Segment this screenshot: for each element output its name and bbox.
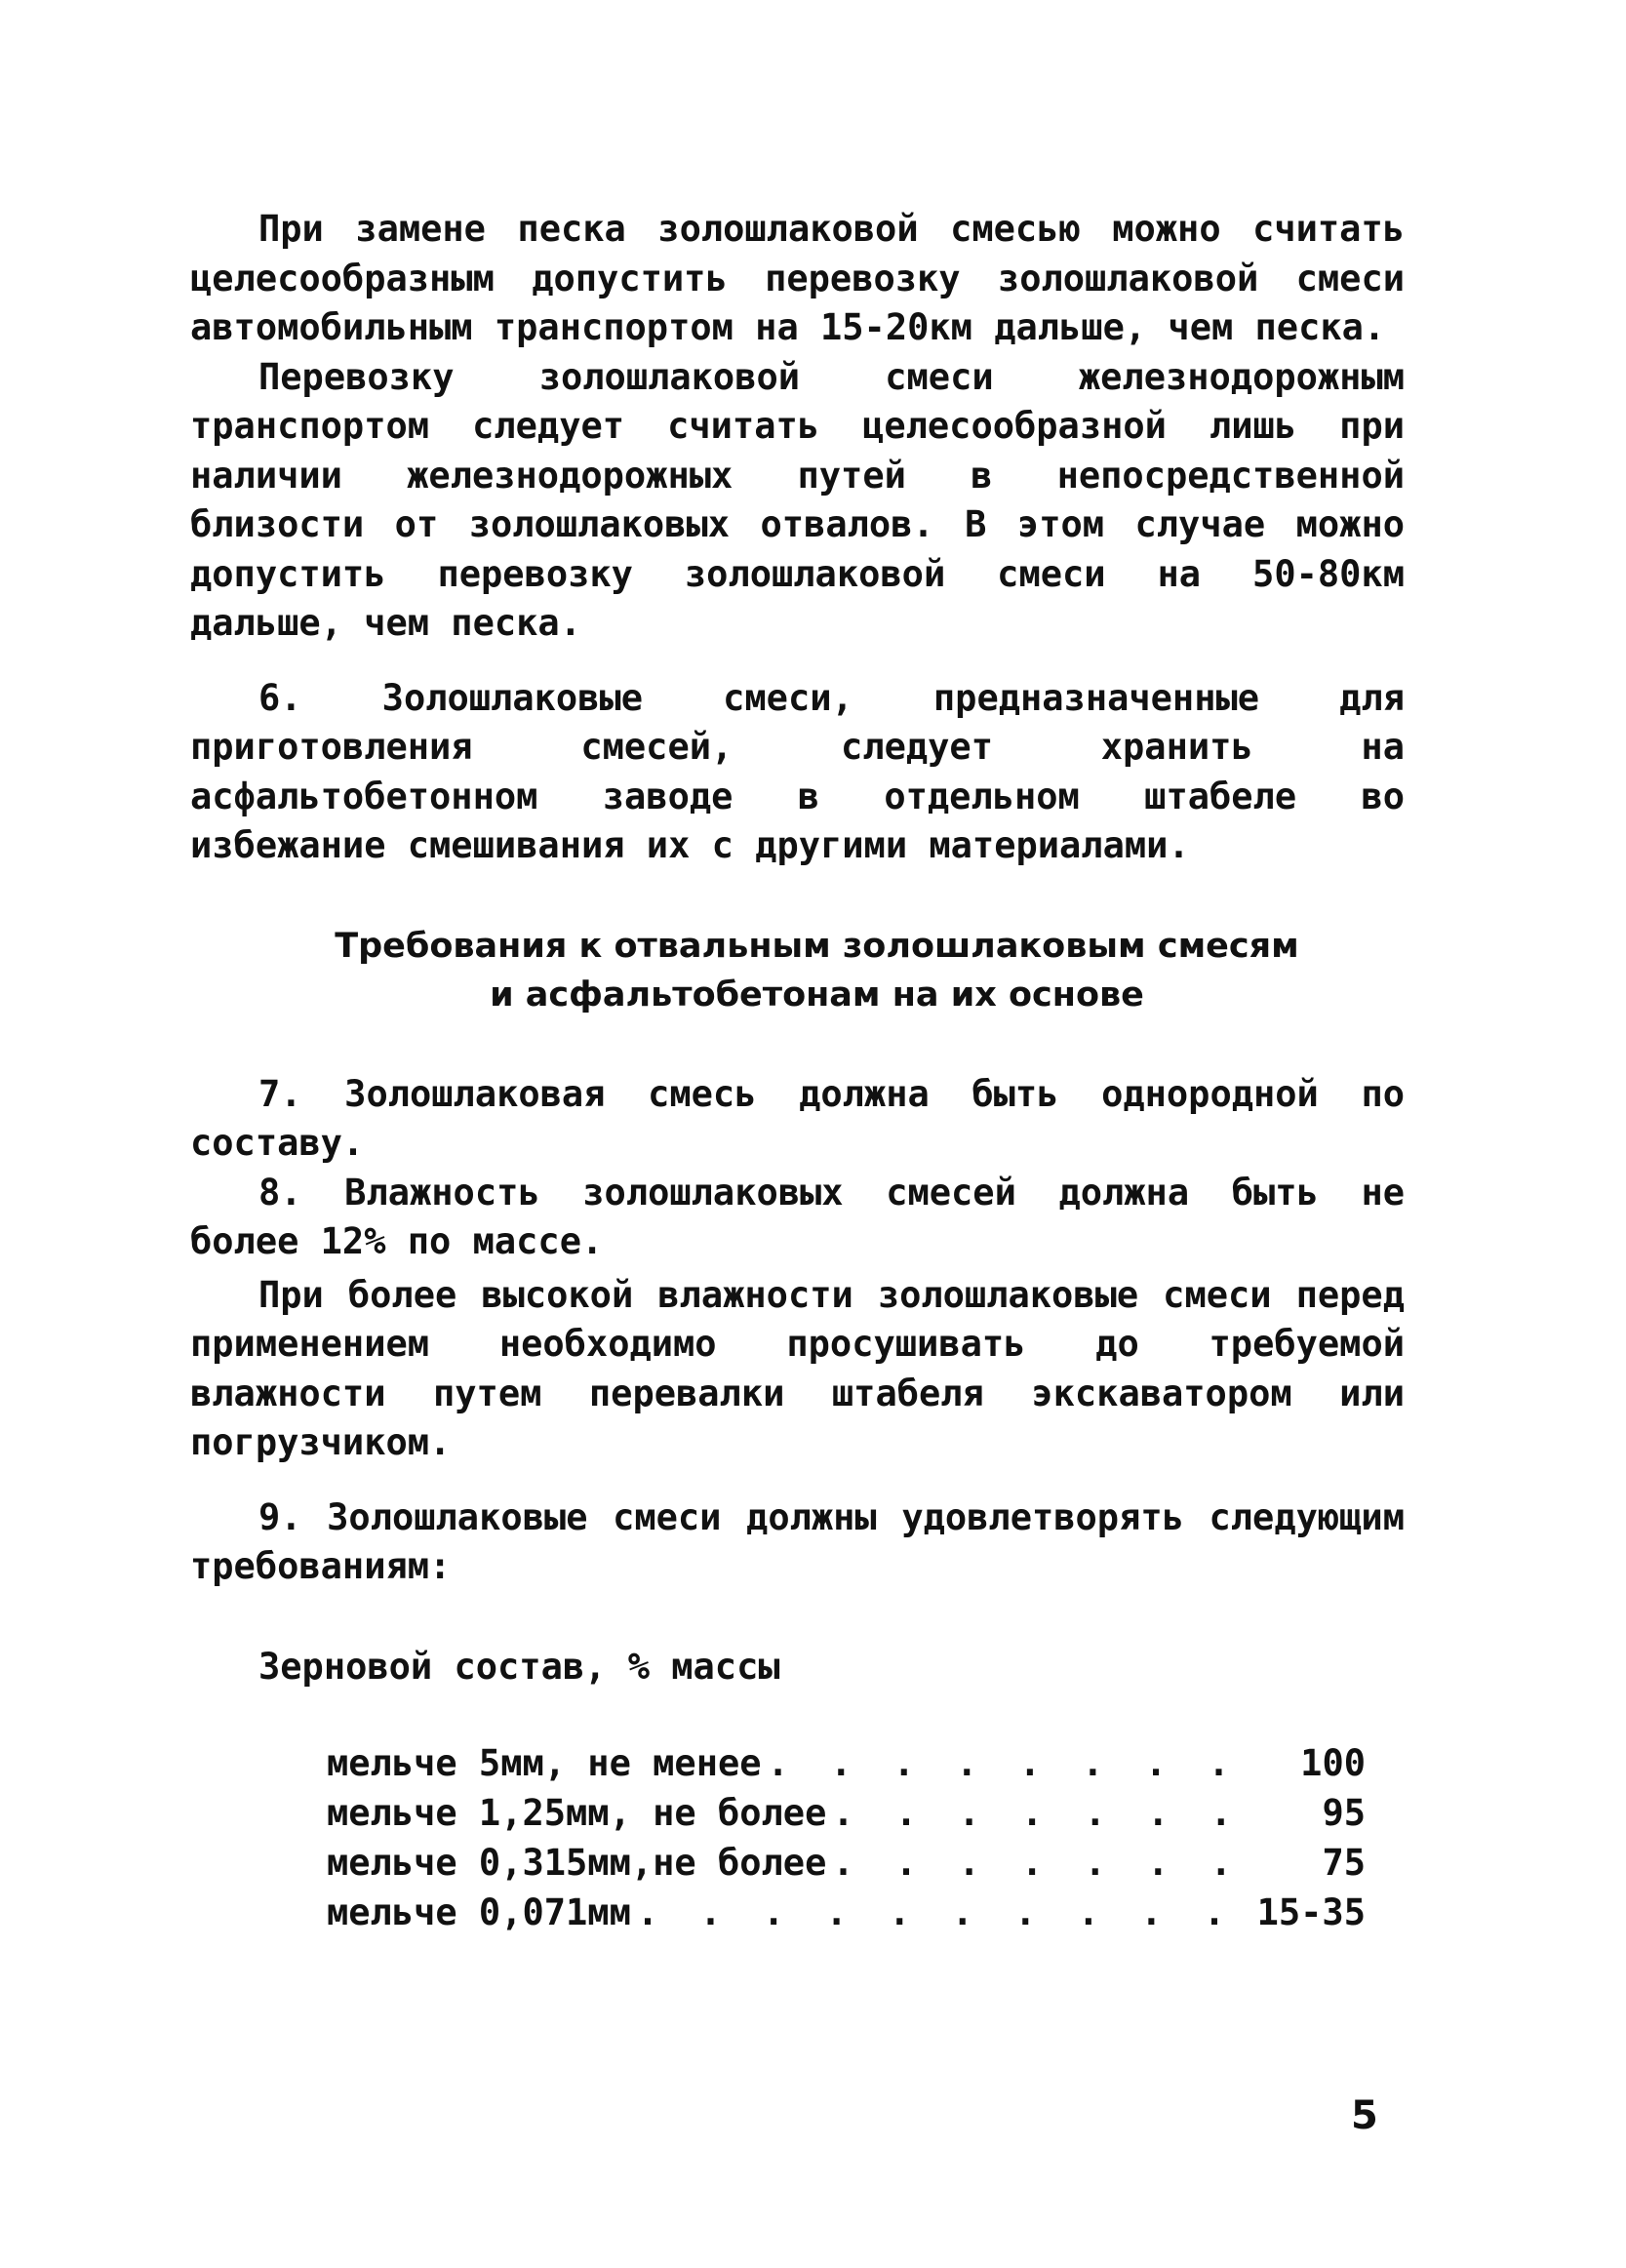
paragraph-sand-replacement: При замене песка золошлаковой смесью можно считать целесообразным допустить перевозку золошлаковой смеси автомобильным транспортом на 15-20км дальше, чем песка. — [190, 208, 1405, 348]
grain-row-value: 100 — [1300, 1741, 1366, 1784]
grain-row-value: 75 — [1322, 1841, 1366, 1884]
grain-row — [327, 1738, 1366, 1788]
grain-row-value: 95 — [1322, 1791, 1366, 1834]
grain-row — [327, 1838, 1366, 1888]
grain-row-label: мельче 0,315мм,не более — [327, 1841, 827, 1884]
grain-row-label: мельче 1,25мм, не более — [327, 1791, 827, 1834]
grain-composition-table — [327, 1738, 1366, 1937]
paragraph-item-6-storage: 6. Золошлаковые смеси, предназначенные для приготовления смесей, следует хранить на асфальтобетонном заводе в отдельном штабеле во избежание смешивания их с другими материалами. — [190, 676, 1405, 866]
section-heading-line-2: и асфальтобетонам на их основе — [490, 975, 1144, 1015]
grain-row-label: мельче 5мм, не менее — [327, 1741, 762, 1784]
paragraph-item-9-requirements: 9. Золошлаковые смеси должны удовлетворять следующим требованиям: — [190, 1495, 1405, 1587]
dot-leader — [826, 1788, 1249, 1838]
dot-leader — [762, 1738, 1249, 1788]
document-page — [190, 205, 1405, 1937]
section-heading-line-1: Требования к отвальным золошлаковым смесям — [335, 926, 1299, 966]
paragraph-item-7-homogeneity: 7. Золошлаковая смесь должна быть однородной по составу. — [190, 1072, 1405, 1164]
dot-leader — [826, 1838, 1249, 1888]
grain-composition-title: Зерновой состав, % массы — [258, 1645, 780, 1688]
paragraph-rail-transport: Перевозку золошлаковой смеси железнодорожным транспортом следует считать целесообразной лишь при наличии железнодорожных путей в непосредственной близости от золошлаковых отвалов. В этом случае можно допустить перевозку золошлаковой смеси на 50-80км дальше, чем песка. — [190, 355, 1405, 644]
dot-leader — [631, 1888, 1249, 1937]
paragraph-drying: При более высокой влажности золошлаковые смеси перед применением необходимо просушивать до требуемой влажности путем перевалки штабеля экскаватором или погрузчиком. — [190, 1273, 1405, 1463]
page-number: 5 — [1351, 2093, 1378, 2138]
grain-row-value: 15-35 — [1256, 1890, 1366, 1933]
grain-row — [327, 1788, 1366, 1838]
paragraph-item-8-moisture: 8. Влажность золошлаковых смесей должна быть не более 12% по массе. — [190, 1171, 1405, 1262]
grain-row — [327, 1888, 1366, 1937]
grain-row-label: мельче 0,071мм — [327, 1890, 631, 1933]
